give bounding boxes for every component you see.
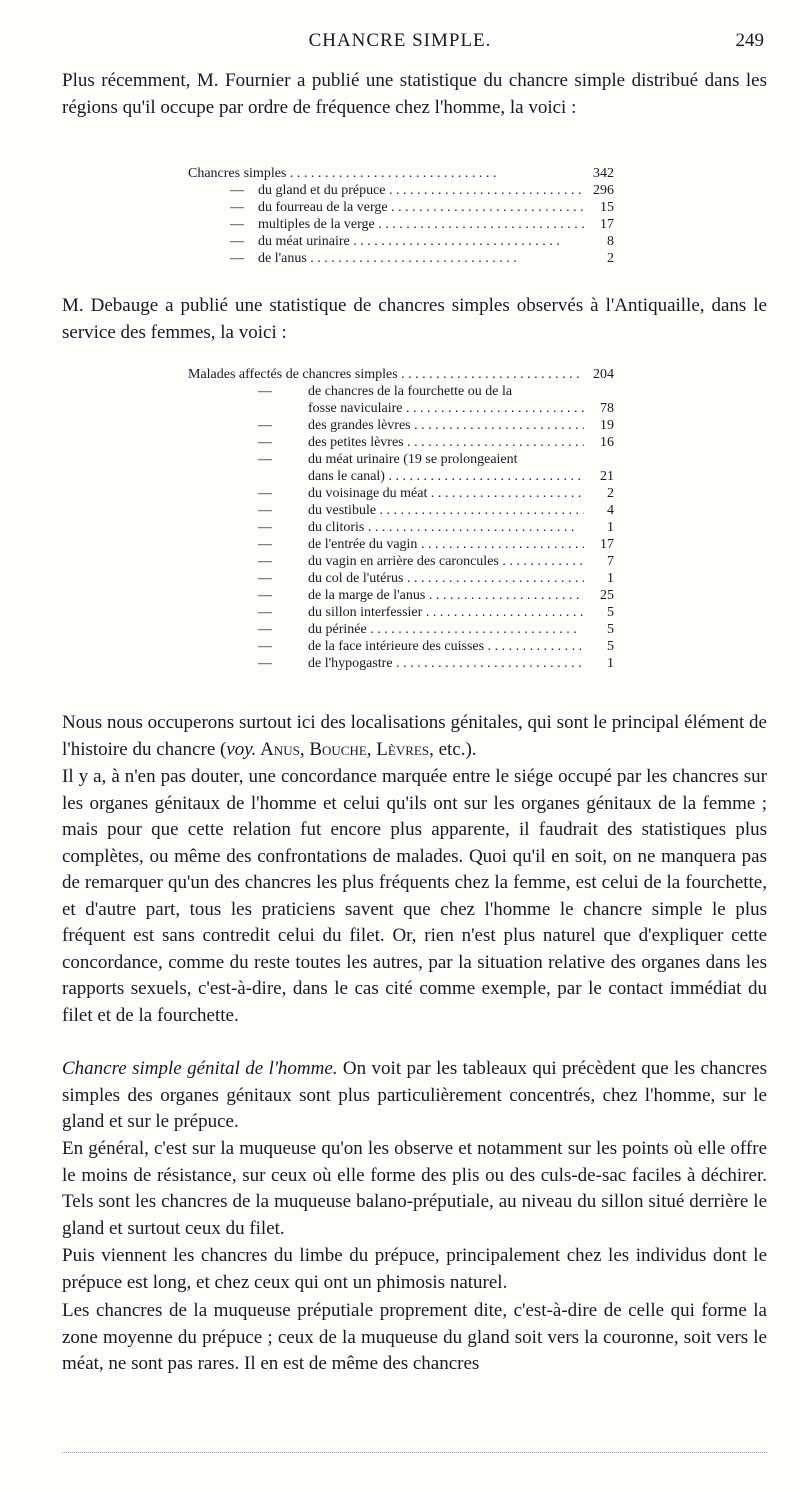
leader-dots [375,217,584,232]
row-value: 1 [607,656,614,671]
row-value: 17 [600,217,614,232]
row-label [308,383,584,400]
leader-dots [376,503,584,518]
table-row [188,383,614,400]
row-label-text: du fourreau de la verge [258,200,388,215]
row-value: 5 [607,639,614,654]
row-label-text: fosse naviculaire [308,401,403,416]
debauge-paragraph: M. Debauge a publié une statistique de chancres simples observés à l'Antiquaille, dans le service des femmes, la voici : [62,295,767,343]
leader-dots [393,656,584,671]
table-row [188,621,614,638]
row-dash: — [258,486,272,501]
table-row [188,570,614,587]
table-row [188,165,614,182]
page-header [0,30,800,60]
section-heading-italic: Chancre simple génital de l'homme. [62,1058,338,1079]
row-dash: — [258,537,272,552]
row-label-text: du méat urinaire [258,234,350,249]
table-row [188,233,614,250]
row-label-text: des petites lèvres [308,435,404,450]
p3-text-b: , etc.). [429,738,477,760]
row-value: 7 [607,554,614,569]
row-label [308,468,584,485]
row-label-text: multiples de la verge [258,217,375,232]
leader-dots [307,251,517,266]
row-value: 1 [607,520,614,535]
row-label-text: de chancres de la fourchette ou de la [308,384,513,399]
row-label-text: du clitoris [308,520,365,535]
table-row [188,468,614,485]
leader-dots [404,435,584,450]
leader-dots [411,418,584,433]
table-row [188,553,614,570]
row-label-text: du col de l'utérus [308,571,404,586]
row-label-text: de la face intérieure des cuisses [308,639,485,654]
row-dash: — [258,520,272,535]
table-row [188,182,614,199]
row-value: 204 [593,367,614,382]
row-label [258,250,584,267]
p5-text: On voit par les tableaux qui précèdent que les chancres simples des organes génitaux sont plus particulièrement concentrés, chez l'homme, sur le gland et sur le prépuce. [62,1058,767,1132]
row-dash: — [258,622,272,637]
row-label-text: Chancres simples [188,166,287,181]
row-label [308,621,584,638]
leader-dots [398,367,584,382]
row-label [258,182,584,199]
row-value: 25 [600,588,614,603]
row-label-text: du sillon interfessier [308,605,423,620]
table-row [188,604,614,621]
leader-dots [422,605,584,620]
row-value: 1 [607,571,614,586]
row-label [258,233,584,250]
row-value: 17 [600,537,614,552]
page-number: 249 [735,30,764,51]
row-label-text: de l'anus [258,251,307,266]
row-dash: — [258,554,272,569]
running-title: CHANCRE SIMPLE. [308,30,492,51]
leader-dots [402,401,584,416]
leader-dots [385,469,584,484]
row-value: 2 [607,251,614,266]
row-label [308,638,584,655]
row-label [308,434,584,451]
leader-dots [286,166,496,181]
p3-text-a: Nous nous occuperons surtout ici des localisations génitales, qui sont le principal élément de l'histoire du chancre ( [62,712,767,760]
leader-dots [367,622,577,637]
row-label-text: de la marge de l'anus [308,588,426,603]
table-row [188,485,614,502]
row-dash: — [258,384,272,399]
p3-voy: voy. [226,738,257,760]
row-label-text: dans le canal) [308,469,385,484]
leader-dots [364,520,574,535]
intro-paragraph: Plus récemment, M. Fournier a publié une statistique du chancre simple distribué dans les régions qu'il occupe par ordre de fréquence chez l'homme, la voici : [62,70,767,118]
row-dash: — [230,200,244,215]
table-row [188,417,614,434]
row-dash: — [258,605,272,620]
leader-dots [427,486,584,501]
row-label [308,502,584,519]
row-label [308,451,584,468]
fournier-statistics-table [188,165,614,267]
leader-dots [417,537,584,552]
debauge-statistics-table [188,366,614,672]
row-dash: — [258,656,272,671]
table-row [188,199,614,216]
row-label [258,216,584,233]
prepuce-limbus-paragraph: Puis viennent les chancres du limbe du prépuce, principalement chez les individus dont le prépuce est long, et chez ceux qui ont un phimosis naturel. [62,1245,767,1293]
row-label-text: du vagin en arrière des caroncules [308,554,499,569]
row-value: 16 [600,435,614,450]
table-row [188,655,614,672]
row-value: 5 [607,605,614,620]
leader-dots [350,234,560,249]
table-row [188,366,614,383]
row-value: 342 [593,166,614,181]
leader-dots [425,588,584,603]
p3-cross-references: Anus, Bouche, Lèvres [256,738,430,760]
row-value: 8 [607,234,614,249]
table-row [188,587,614,604]
mucosa-paragraph: En général, c'est sur la muqueuse qu'on les observe et notamment sur les points où elle offre le moins de résistance, sur ceux où elle forme des plis ou des culs-de-sac faciles à déchirer. Tels sont les chancres de la muqueuse balano-préputiale, au niveau du sillon situé derrière le gland et surtout ceux du filet. [62,1138,767,1239]
row-label-text: du périnée [308,622,367,637]
table-row [188,250,614,267]
footer-rule [62,1452,767,1453]
row-label [308,485,584,502]
row-value: 296 [593,183,614,198]
table-row [188,400,614,417]
table-row [188,502,614,519]
table-row [188,638,614,655]
row-value: 5 [607,622,614,637]
table-row [188,536,614,553]
leader-dots [403,571,584,586]
row-dash: — [258,588,272,603]
row-dash: — [258,452,272,467]
table-row [188,451,614,468]
row-label-text: des grandes lèvres [308,418,411,433]
row-label-text: du méat urinaire (19 se prolongeaient [308,452,518,467]
row-dash: — [230,251,244,266]
genital-localisations-paragraph [62,710,767,763]
table-row [188,216,614,233]
row-label [308,553,584,570]
row-label [308,536,584,553]
row-label [258,199,584,216]
row-value: 19 [600,418,614,433]
row-label-text: du gland et du prépuce [258,183,386,198]
row-dash: — [258,435,272,450]
row-label-text: du vestibule [308,503,377,518]
row-label [308,400,584,417]
row-dash: — [258,418,272,433]
leader-dots [499,554,584,569]
row-dash: — [258,639,272,654]
row-label [308,519,584,536]
row-label-text: de l'hypogastre [308,656,393,671]
row-dash: — [230,217,244,232]
leader-dots [484,639,584,654]
row-dash: — [230,234,244,249]
preputial-mucosa-paragraph: Les chancres de la muqueuse préputiale proprement dite, c'est-à-dire de celle qui forme la zone moyenne du prépuce ; ceux de la muqueuse du gland soit vers la couronne, soit vers le méat, ne sont pas rares. Il en est de même des chancres [62,1300,767,1374]
row-label [308,604,584,621]
row-label [188,165,584,182]
row-label [308,570,584,587]
row-label [308,587,584,604]
leader-dots [386,183,584,198]
row-value: 15 [600,200,614,215]
row-label [308,417,584,434]
row-value: 4 [607,503,614,518]
row-label-text: Malades affectés de chancres simples [188,367,398,382]
table-row [188,519,614,536]
row-value: 2 [607,486,614,501]
row-value: 78 [600,401,614,416]
row-dash: — [258,571,272,586]
row-value: 21 [600,469,614,484]
row-dash: — [230,183,244,198]
row-label [188,366,584,383]
row-label [308,655,584,672]
row-dash: — [258,503,272,518]
male-genital-chancre-paragraph [62,1056,767,1136]
row-label-text: du voisinage du méat [308,486,428,501]
leader-dots [388,200,584,215]
row-label-text: de l'entrée du vagin [308,537,418,552]
concordance-paragraph: Il y a, à n'en pas douter, une concordance marquée entre le siége occupé par les chancres sur les organes génitaux de l'homme et celui qu'ils ont sur les organes génitaux de la femme ; mais pour que cette relation fut encore plus apparente, il faudrait des statistiques plus complètes, ou même des confrontations de malades. Quoi qu'il en soit, on ne manquera pas de remarquer qu'un des chancres les plus fréquents chez la femme, est celui de la fourchette, et d'autre part, tous les praticiens savent que chez l'homme le chancre simple le plus fréquent est sans contredit celui du filet. Or, rien n'est plus naturel que d'expliquer cette concordance, comme du reste toutes les autres, par la situation relative des organes dans les rapports sexuels, c'est-à-dire, dans le cas cité comme exemple, par le contact immédiat du filet et de la fourchette. [62,766,767,1026]
table-row [188,434,614,451]
